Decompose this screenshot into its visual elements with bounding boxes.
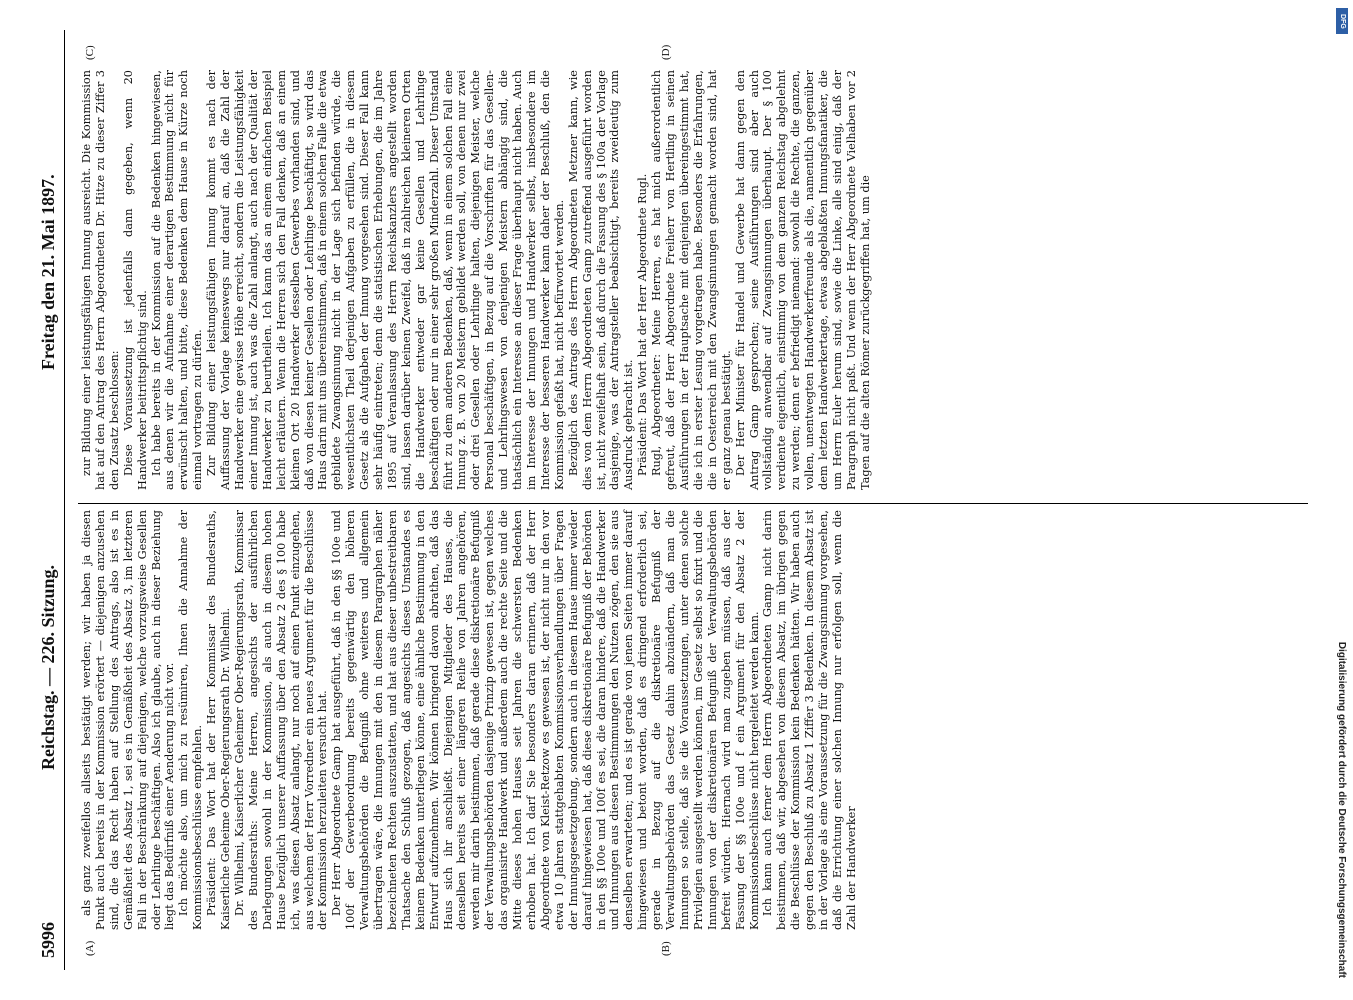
- session-title: Reichstag. — 226. Sitzung.: [38, 564, 58, 770]
- paragraph: Bezüglich des Antrags des Herrn Abgeordneten Metzner kann, wie dies von dem Herrn Abgeordneten Gamp zutreffend ausgeführt worden ist, nicht zweifelhaft sein, daß durch die Fassung des § 100a der Vorlage dasjenige, was der Antragsteller beabsichtigt, bereits zweideutig zum Ausdruck gebracht ist.: [566, 70, 636, 490]
- rotated-page: [20, 20, 1320, 970]
- paragraph: Diese Voraussetzung ist jedenfalls dann gegeben, wenn 20 Handwerker beitrittspflichtig sind.: [121, 70, 149, 490]
- paragraph: zur Bildung einer leistungsfähigen Innung ausreicht. Die Kommission hat auf den Antrag des Herrn Abgeordneten Dr. Hitze zu dieser Ziffer 3 den Zusatz beschlossen:: [80, 70, 121, 490]
- page-header: [28, 20, 68, 970]
- column-divider: [78, 503, 1308, 504]
- paragraph: Präsident: Das Wort hat der Herr Abgeordnete Rugl.: [636, 173, 650, 476]
- paragraph: Ich möchte also, um mich zu resümiren, Ihnen die Annahme der Kommissionsbeschlüsse empfehlen.: [177, 510, 205, 930]
- margin-marker-a: (A): [84, 940, 96, 956]
- paragraph: Präsident: Das Wort hat der Herr Kommissar des Bundesraths, Kaiserliche Geheime Ober-Regierungsrath Dr. Wilhelmi.: [205, 510, 233, 930]
- right-column: [80, 70, 1305, 490]
- margin-marker-b: (B): [660, 941, 672, 956]
- paragraph: Ich habe bereits in der Kommission auf die Bedenken hingewiesen, aus denen wir die Aufnahme einer derartigen Bestimmung nicht für erwünscht halten, und bitte, diese Bedenken dem Hause in Kürze noch einmal vortragen zu dürfen.: [149, 70, 205, 490]
- paragraph: Der Herr Abgeordnete Gamp hat ausgeführt, daß in den §§ 100e und 100f der Gewerbeordnung bereits gegenwärtig den höheren Verwaltungsbehörden die Befugniß ohne weiteres und allgemein übertragen wäre, die Innungen mit den in diesem Paragraphen näher bezeichneten Rechten auszustatten, und hat aus dieser unbestreitbaren Thatsache den Schluß gezogen, daß angesichts dieses Umstandes es keinem Bedenken unterliegen könne, eine ähnliche Bestimmung in den Entwurf aufzunehmen. Wir können bringend davon abrathen, daß das Haus sich ihr anschließt. Diejenigen Mitglieder des Hauses, die denselben bereits seit einer längeren Reihe von Jahren angehören, werden mir darin beistimmen, daß gerade diese diskretionäre Befugniß der Verwaltungsbehörden dasjenige Prinzip gewesen ist, gegen welches das organisirte Handwerk und außerdem auch die rechte Seite und die Mitte dieses hohen Hauses seit Jahren die schwersten Bedenken erhoben hat. Ich darf Sie besonders daran erinnern, daß der Herr Abgeordnete von Kleist-Retzow es gewesen ist, der nicht nur in den vor etwa 10 Jahren stattgehabten Kommissionsverhandlungen über Fragen der Innungsgesetzgebung, sondern auch in diesem Hause immer wieder darauf hingewiesen hat, daß diese diskretionäre Befugniß der Behörden in den §§ 100e und 100f es sei, die daran hindere, daß die Handwerker und Innungen aus diesen Bestimmungen den Nutzen zögen, den sie aus denselben erwarteten; und es ist gerade von jenen Seiten immer darauf hingewiesen und betont worden, daß es dringend erforderlich sei, gerade in Bezug auf die diskretionäre Befugniß der Verwaltungsbehörden das Gesetz dahin abzuändern, daß man die Innungen so stelle, daß sie die Voraussetzungen, unter denen solche Privilegien ausgestellt werden können, im Gesetz selbst so fixirt und die Innungen von der diskretionären Befugniß der Verwaltungsbehörden befreit würden. Hiernach wird man zugeben müssen, daß aus der Fassung der §§ 100e und f ein Argument für den Absatz 2 der Kommissionsbeschlüsse nicht hergeleitet werden kann.: [330, 510, 761, 930]
- dfg-logo-icon: DFG: [1336, 8, 1348, 34]
- paragraph: Dr. Wilhelmi, Kaiserlicher Geheimer Ober-Regierungsrath, Kommissar des Bundesraths: Meine Herren, angesichts der ausführlichen Darlegungen sowohl in der Kommission, als auch in diesem hohen Hause bezüglich unserer Auffassung über den Absatz 2 des § 100 habe ich, was diesen Absatz anlangt, nur noch auf einen Punkt einzugehen, aus welchem der Herr Vorredner ein neues Argument für die Beschlüsse der Kommission herzuleiten versucht hat.: [232, 510, 330, 930]
- paragraph: Rugl, Abgeordneter: Meine Herren, es hat mich außerordentlich gefreut, daß der Herr Abgeordnete Freiherr von Hertling in seinen Ausführungen in der Hauptsache mit denjenigen übereingestimmt hat, die ich in erster Lesung vorgetragen habe. Besonders die Erfahrungen, die in Oesterreich mit den Zwangsinnungen gemacht worden sind, hat er ganz genau bestätigt.: [650, 70, 733, 490]
- margin-marker-d: (D): [660, 44, 672, 60]
- margin-marker-c: (C): [84, 45, 96, 60]
- date-title: Freitag den 21. Mai 1897.: [38, 174, 58, 370]
- header-rule: [64, 30, 65, 970]
- credit-text: Digitalisierung gefördert durch die Deutsche Forschungsgemeinschaft: [1336, 641, 1347, 978]
- paragraph: als ganz zweifellos allseits bestätigt werden; wir haben ja diesen Punkt auch bereits in der Kommission erörtert — diejenigen anzusehen sind, die das Recht haben auf Stellung des Antrags, also ist es in Gemäßheit des Absatz 1, sei es in Gemäßheit des Absatz 3, im letzteren Fall in der Beschränkung auf diejenigen, welche vorzugsweise Gesellen oder Lehrlinge beschäftigen. Also ich glaube, auch in dieser Beziehung liegt das Bedürfniß einer Aenderung nicht vor.: [80, 510, 177, 930]
- paragraph: Der Herr Minister für Handel und Gewerbe hat dann gegen den Antrag Gamp gesprochen; seine Ausführungen sind aber auch vollständig anwendbar auf Zwangsinnungen überhaupt. Der § 100 verdiente eigentlich, einstimmig von dem ganzen Reichstag abgelehnt zu werden; denn er befriedigt niemand: sowohl die Rechte, die ganzen, vollen, unentwegten Handwerkerfreunde als die, namentlich gegenüber dem letzten Handwerkertage, etwas abgeblaßten Innungsfanatiker, die um Herrn Euler herum sind, sowie die Linke, alle sind einig, daß der Paragraph nicht paßt. Und wenn der Herr Abgeordnete Vielhaben vor 2 Tagen auf die alten Römer zurückgegriffen hat, um die: [733, 70, 872, 490]
- paragraph: Zur Bildung einer leistungsfähigen Innung kommt es nach der Auffassung der Vorlage keineswegs nur darauf an, daß die Zahl der Handwerker eine gewisse Höhe erreicht, sondern die Leistungsfähigkeit einer Innung ist, auch was die Zahl anlangt, auch nach der Qualität der Handwerker zu beurtheilen. Ich kann das an einem einfachen Beispiel leicht erläutern. Wenn die Herren sich den Fall denken, daß an einem kleinen Ort 20 Handwerker desselben Gewerbes vorhanden sind, und daß von diesen keiner Gesellen oder Lehrlinge beschäftigt, so wird das Haus darin mit uns übereinstimmen, daß in einem solchen Falle die etwa gebildete Zwangsinnung nicht in der Lage sich befinden würde, die wesentlichsten Theil derjenigen Aufgaben zu erfüllen, die in diesem Gesetz als die Aufgaben der Innung vorgesehen sind. Dieser Fall kann sehr häufig eintreten; denn die statistischen Erhebungen, die im Jahre 1895 auf Veranlassung des Herrn Reichskanzlers angestellt worden sind, lassen darüber keinen Zweifel, daß in zahlreichen kleineren Orten die Handwerker entweder gar keine Gesellen und Lehrlinge beschäftigen oder nur in einer sehr großen Minderzahl. Dieser Umstand führt zu dem anderen Bedenken, daß, wenn in einem solchen Fall eine Innung z. B. von 20 Meistern gebildet werden soll, von denen nur zwei oder drei Gesellen oder Lehrlinge halten, diejenigen Meister, welche Personal beschäftigen, in Bezug auf die Vorschriften für das Gesellen- und Lehrlingswesen von denjenigen Meistern abhängig sind, die thatsächlich ein Interesse an dieser Frage überhaupt nicht haben. Auch im Interesse der Innungen und Handwerker selbst, insbesondere im Interesse der besseren Handwerker kann daher der Beschluß, den die Kommission gefaßt hat, nicht befürwortet werden.: [205, 70, 566, 490]
- left-column: [80, 510, 1305, 930]
- paragraph: Ich kann auch ferner dem Herrn Abgeordneten Gamp nicht darin beistimmen, daß wir, abgesehen von diesem Absatz, im übrigen gegen die Beschlüsse der Kommission kein Bedenken hätten. Wir haben auch gegen den Beschluß zu Absatz 1 Ziffer 3 Bedenken. In diesem Absatz ist in der Vorlage als eine Voraussetzung für die Zwangsinnung vorgesehen, daß die Errichtung einer solchen Innung nur erfolgen soll, wenn die Zahl der Handwerker: [761, 510, 858, 930]
- page-number: 5996: [38, 922, 58, 958]
- digitization-credit: [1333, 8, 1347, 993]
